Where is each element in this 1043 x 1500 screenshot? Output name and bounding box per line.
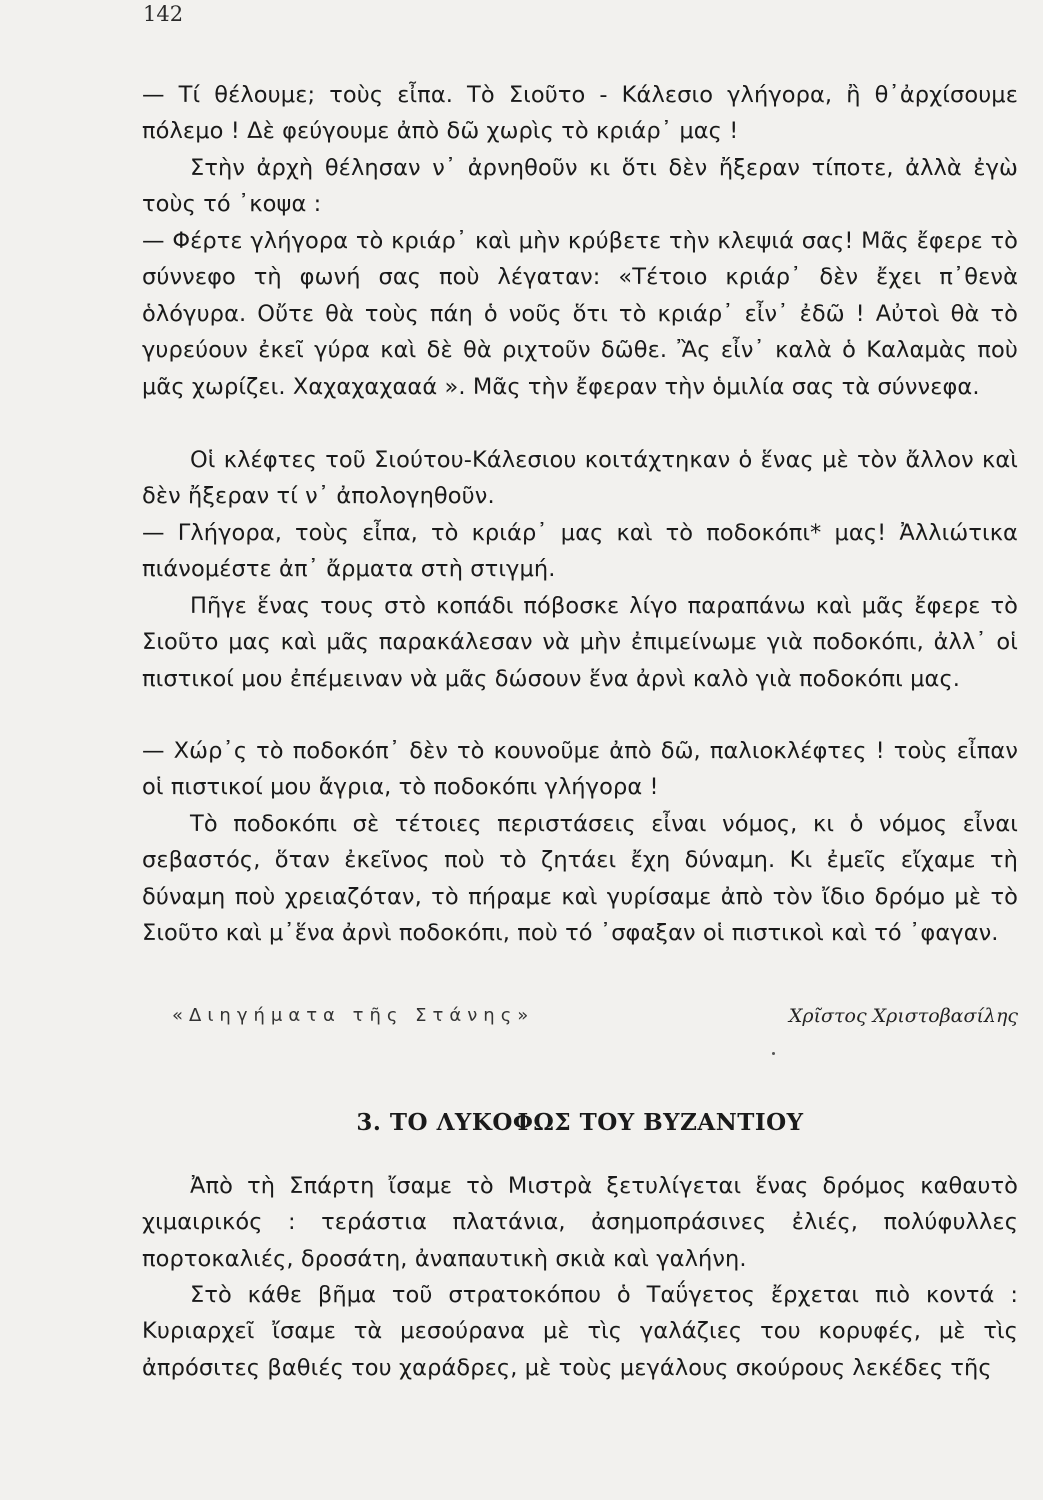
section-heading: 3. ΤΟ ΛΥΚΟΦΩΣ ΤΟΥ ΒΥΖΑΝΤΙΟΥ bbox=[356, 1109, 804, 1136]
narrative-paragraph: Στὴν ἀρχὴ θέλησαν ν᾽ ἀρνηθοῦν κι ὅτι δὲν ἤξεραν τίποτε, ἀλλὰ ἐγὼ τοὺς τό ᾽κοψα : bbox=[142, 155, 1018, 218]
dialogue-paragraph: — Τί θέλουμε; τοὺς εἶπα. Τὸ Σιοῦτο - Κάλεσιο γλήγορα, ἢ θ᾽ἀρχίσουμε πόλεμο ! Δὲ φεύγουμε ἀπὸ δῶ χωρὶς τὸ κριάρ᾽ μας ! bbox=[142, 82, 1018, 145]
divider-dot bbox=[772, 1052, 775, 1055]
page-number: 142 bbox=[143, 2, 184, 26]
attribution bbox=[172, 998, 1018, 1034]
narrative-paragraph: Τὸ ποδοκόπι σὲ τέτοιες περιστάσεις εἶναι νόμος, κι ὁ νόμος εἶναι σεβαστός, ὅταν ἐκεῖνος ποὺ τὸ ζητάει ἔχη δύναμη. Κι ἐμεῖς εἴχαμε τὴ δύναμη ποὺ χρειαζόταν, τὸ πήραμε καὶ γυρίσαμε ἀπὸ τὸν ἴδιο δρόμο μὲ τὸ Σιοῦτο καὶ μ᾽ἕνα ἀρνὶ ποδοκόπι, ποὺ τό ᾽σφαξαν οἱ πιστικοὶ καὶ τό ᾽φαγαν. bbox=[142, 811, 1018, 947]
dialogue-paragraph: — Χώρ᾽ς τὸ ποδοκόπ᾽ δὲν τὸ κουνοῦμε ἀπὸ δῶ, παλιοκλέφτες ! τοὺς εἶπαν οἱ πιστικοί μου ἄγρια, τὸ ποδοκόπι γλήγορα ! bbox=[142, 738, 1018, 801]
author-name: Χρῖστος Χριστοβασίλης bbox=[788, 1005, 1018, 1027]
dialogue-paragraph: — Γλήγορα, τοὺς εἶπα, τὸ κριάρ᾽ μας καὶ τὸ ποδοκόπι* μας! Ἀλλιώτικα πιάνομέστε ἀπ᾽ ἄρματα στὴ στιγμή. bbox=[142, 520, 1018, 583]
narrative-paragraph: Στὸ κάθε βῆμα τοῦ στρατοκόπου ὁ Ταΰγετος ἔρχεται πιὸ κοντά : Κυριαρχεῖ ἴσαμε τὰ μεσούρανα μὲ τὶς γαλάζιες του κορυφές, μὲ τὶς ἀπρόσιτες βαθιές του χαράδρες, μὲ τοὺς μεγάλους σκούρους λεκέδες τῆς bbox=[142, 1282, 1018, 1381]
narrative-paragraph: Ἀπὸ τὴ Σπάρτη ἴσαμε τὸ Μιστρὰ ξετυλίγεται ἕνας δρόμος καθαυτὸ χιμαιρικός : τεράστια πλατάνια, ἀσημοπράσινες ἐλιές, πολύφυλλες πορτοκαλιές, δροσάτη, ἀναπαυτικὴ σκιὰ καὶ γαλήνη. bbox=[142, 1173, 1018, 1272]
narrative-paragraph: Οἱ κλέφτες τοῦ Σιούτου-Κάλεσιου κοιτάχτηκαν ὁ ἕνας μὲ τὸν ἄλλον καὶ δὲν ἤξεραν τί ν᾽ ἀπολογηθοῦν. bbox=[142, 447, 1018, 510]
narrative-paragraph: Πῆγε ἕνας τους στὸ κοπάδι πόβοσκε λίγο παραπάνω καὶ μᾶς ἔφερε τὸ Σιοῦτο μας καὶ μᾶς παρακάλεσαν νὰ μὴν ἐπιμείνωμε γιὰ ποδοκόπι, ἀλλ᾽ οἱ πιστικοί μου ἐπέμειναν νὰ μᾶς δώσουν ἕνα ἀρνὶ καλὸ γιὰ ποδοκόπι μας. bbox=[142, 593, 1018, 692]
source-title: «Διηγήματα τῆς Στάνης» bbox=[172, 1005, 535, 1026]
dialogue-paragraph: — Φέρτε γλήγορα τὸ κριάρ᾽ καὶ μὴν κρύβετε τὴν κλεψιά σας! Μᾶς ἔφερε τὸ σύννεφο τὴ φωνή σας ποὺ λέγαταν: «Τέτοιο κριάρ᾽ δὲν ἔχει π᾽θενὰ ὁλόγυρα. Οὔτε θὰ τοὺς πάη ὁ νοῦς ὅτι τὸ κριάρ᾽ εἶν᾽ ἐδῶ ! Αὐτοὶ θὰ τὸ γυρεύουν ἐκεῖ γύρα καὶ δὲ θὰ ριχτοῦν δῶθε. Ἂς εἶν᾽ καλὰ ὁ Καλαμὰς ποὺ μᾶς χωρίζει. Χαχαχαχααά ». Μᾶς τὴν ἔφεραν τὴν ὁμιλία σας τὰ σύννεφα. bbox=[142, 228, 1018, 400]
